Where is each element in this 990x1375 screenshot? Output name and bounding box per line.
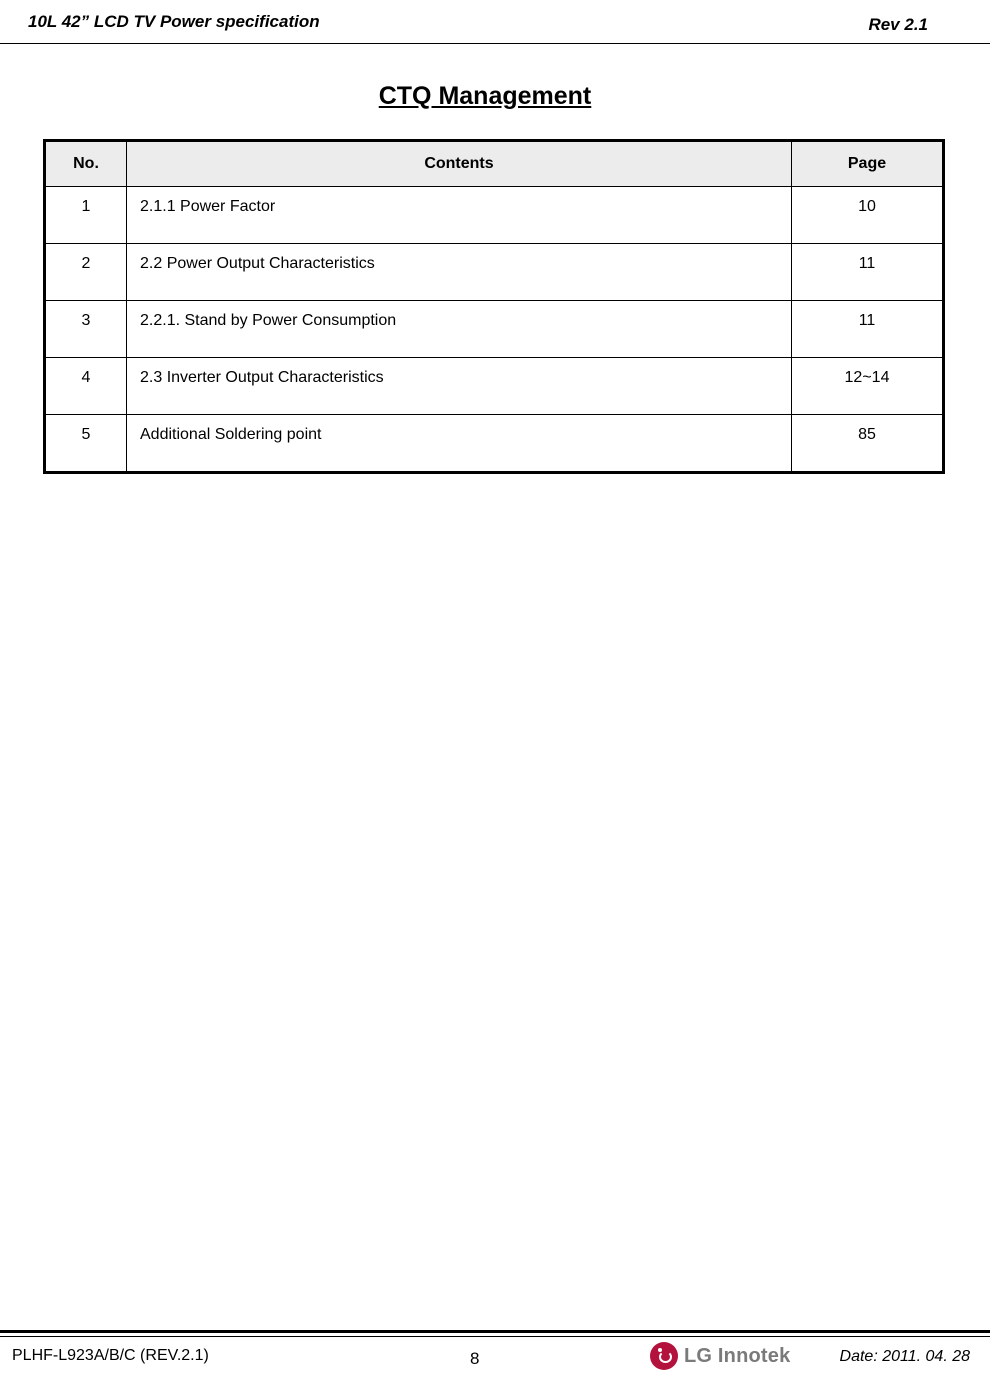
table-row xyxy=(45,244,944,301)
footer-divider-thin xyxy=(0,1336,990,1337)
document-date: Date: 2011. 04. 28 xyxy=(839,1348,970,1365)
lg-innotek-logo xyxy=(650,1341,790,1371)
table-row xyxy=(45,358,944,415)
row-page: 11 xyxy=(792,244,944,301)
column-header-contents: Contents xyxy=(127,141,792,187)
row-contents: 2.3 Inverter Output Characteristics xyxy=(127,358,792,415)
column-header-no: No. xyxy=(45,141,127,187)
column-header-page: Page xyxy=(792,141,944,187)
page-title: CTQ Management xyxy=(378,82,592,110)
header-divider xyxy=(0,43,990,44)
row-number: 3 xyxy=(45,301,127,358)
row-contents: 2.2 Power Output Characteristics xyxy=(127,244,792,301)
document-title: 10L 42” LCD TV Power specification xyxy=(28,12,320,31)
table-row xyxy=(45,415,944,473)
lg-face-icon xyxy=(650,1342,678,1370)
table-header-row xyxy=(45,141,944,187)
row-page: 10 xyxy=(792,187,944,244)
row-contents: Additional Soldering point xyxy=(127,415,792,473)
document-number: PLHF-L923A/B/C (REV.2.1) xyxy=(12,1347,209,1364)
table-row xyxy=(45,187,944,244)
row-number: 5 xyxy=(45,415,127,473)
row-number: 1 xyxy=(45,187,127,244)
row-number: 2 xyxy=(45,244,127,301)
row-contents: 2.2.1. Stand by Power Consumption xyxy=(127,301,792,358)
row-number: 4 xyxy=(45,358,127,415)
row-contents: 2.1.1 Power Factor xyxy=(127,187,792,244)
footer-divider-thick xyxy=(0,1330,990,1333)
page-number: 8 xyxy=(470,1349,480,1368)
row-page: 12~14 xyxy=(792,358,944,415)
row-page: 11 xyxy=(792,301,944,358)
revision-label: Rev 2.1 xyxy=(868,15,928,34)
row-page: 85 xyxy=(792,415,944,473)
logo-wordmark: LG Innotek xyxy=(684,1344,791,1367)
ctq-table xyxy=(43,139,945,474)
table-row xyxy=(45,301,944,358)
